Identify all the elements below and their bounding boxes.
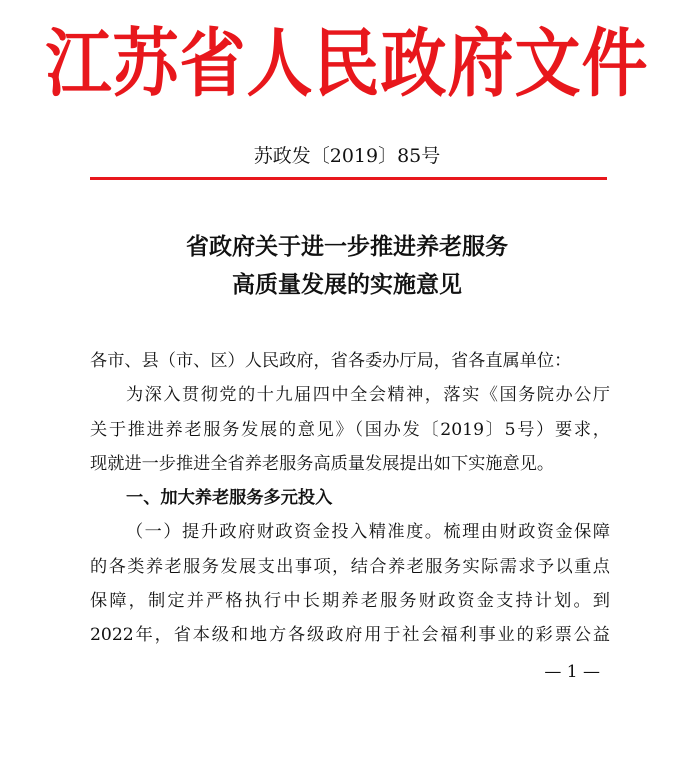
paragraph-1-line-3: 现就进一步推进全省养老服务高质量发展提出如下实施意见。 — [90, 453, 555, 474]
paragraph-2-line-1: （一）提升政府财政资金投入精准度。梳理由财政资金保障 — [126, 522, 610, 543]
document-title — [0, 228, 694, 304]
salutation: 各市、县（市、区）人民政府，省各委办厅局，省各直属单位： — [90, 351, 572, 371]
document-masthead: 江苏省人民政府文件 — [45, 20, 649, 107]
paragraph-2-line-2: 的各类养老服务发展支出事项，结合养老服务实际需求予以重点 — [90, 556, 610, 577]
red-divider-line — [90, 177, 607, 180]
title-line-1: 省政府关于进一步推进养老服务 — [186, 233, 508, 260]
document-body — [90, 344, 610, 653]
paragraph-2-line-3: 保障，制定并严格执行中长期养老服务财政资金支持计划。到 — [90, 591, 610, 612]
page-number: — 1 — — [544, 662, 600, 682]
title-line-2: 高质量发展的实施意见 — [232, 271, 462, 298]
document-number: 苏政发〔2019〕85号 — [253, 145, 441, 167]
section-heading-1: 一、加大养老服务多元投入 — [126, 488, 333, 509]
paragraph-1-line-1: 为深入贯彻党的十九届四中全会精神，落实《国务院办公厅 — [126, 385, 610, 406]
paragraph-2-line-4: 2022年，省本级和地方各级政府用于社会福利事业的彩票公益 — [90, 625, 610, 646]
paragraph-1-line-2: 关于推进养老服务发展的意见》（国办发〔2019〕5号）要求， — [90, 419, 610, 440]
